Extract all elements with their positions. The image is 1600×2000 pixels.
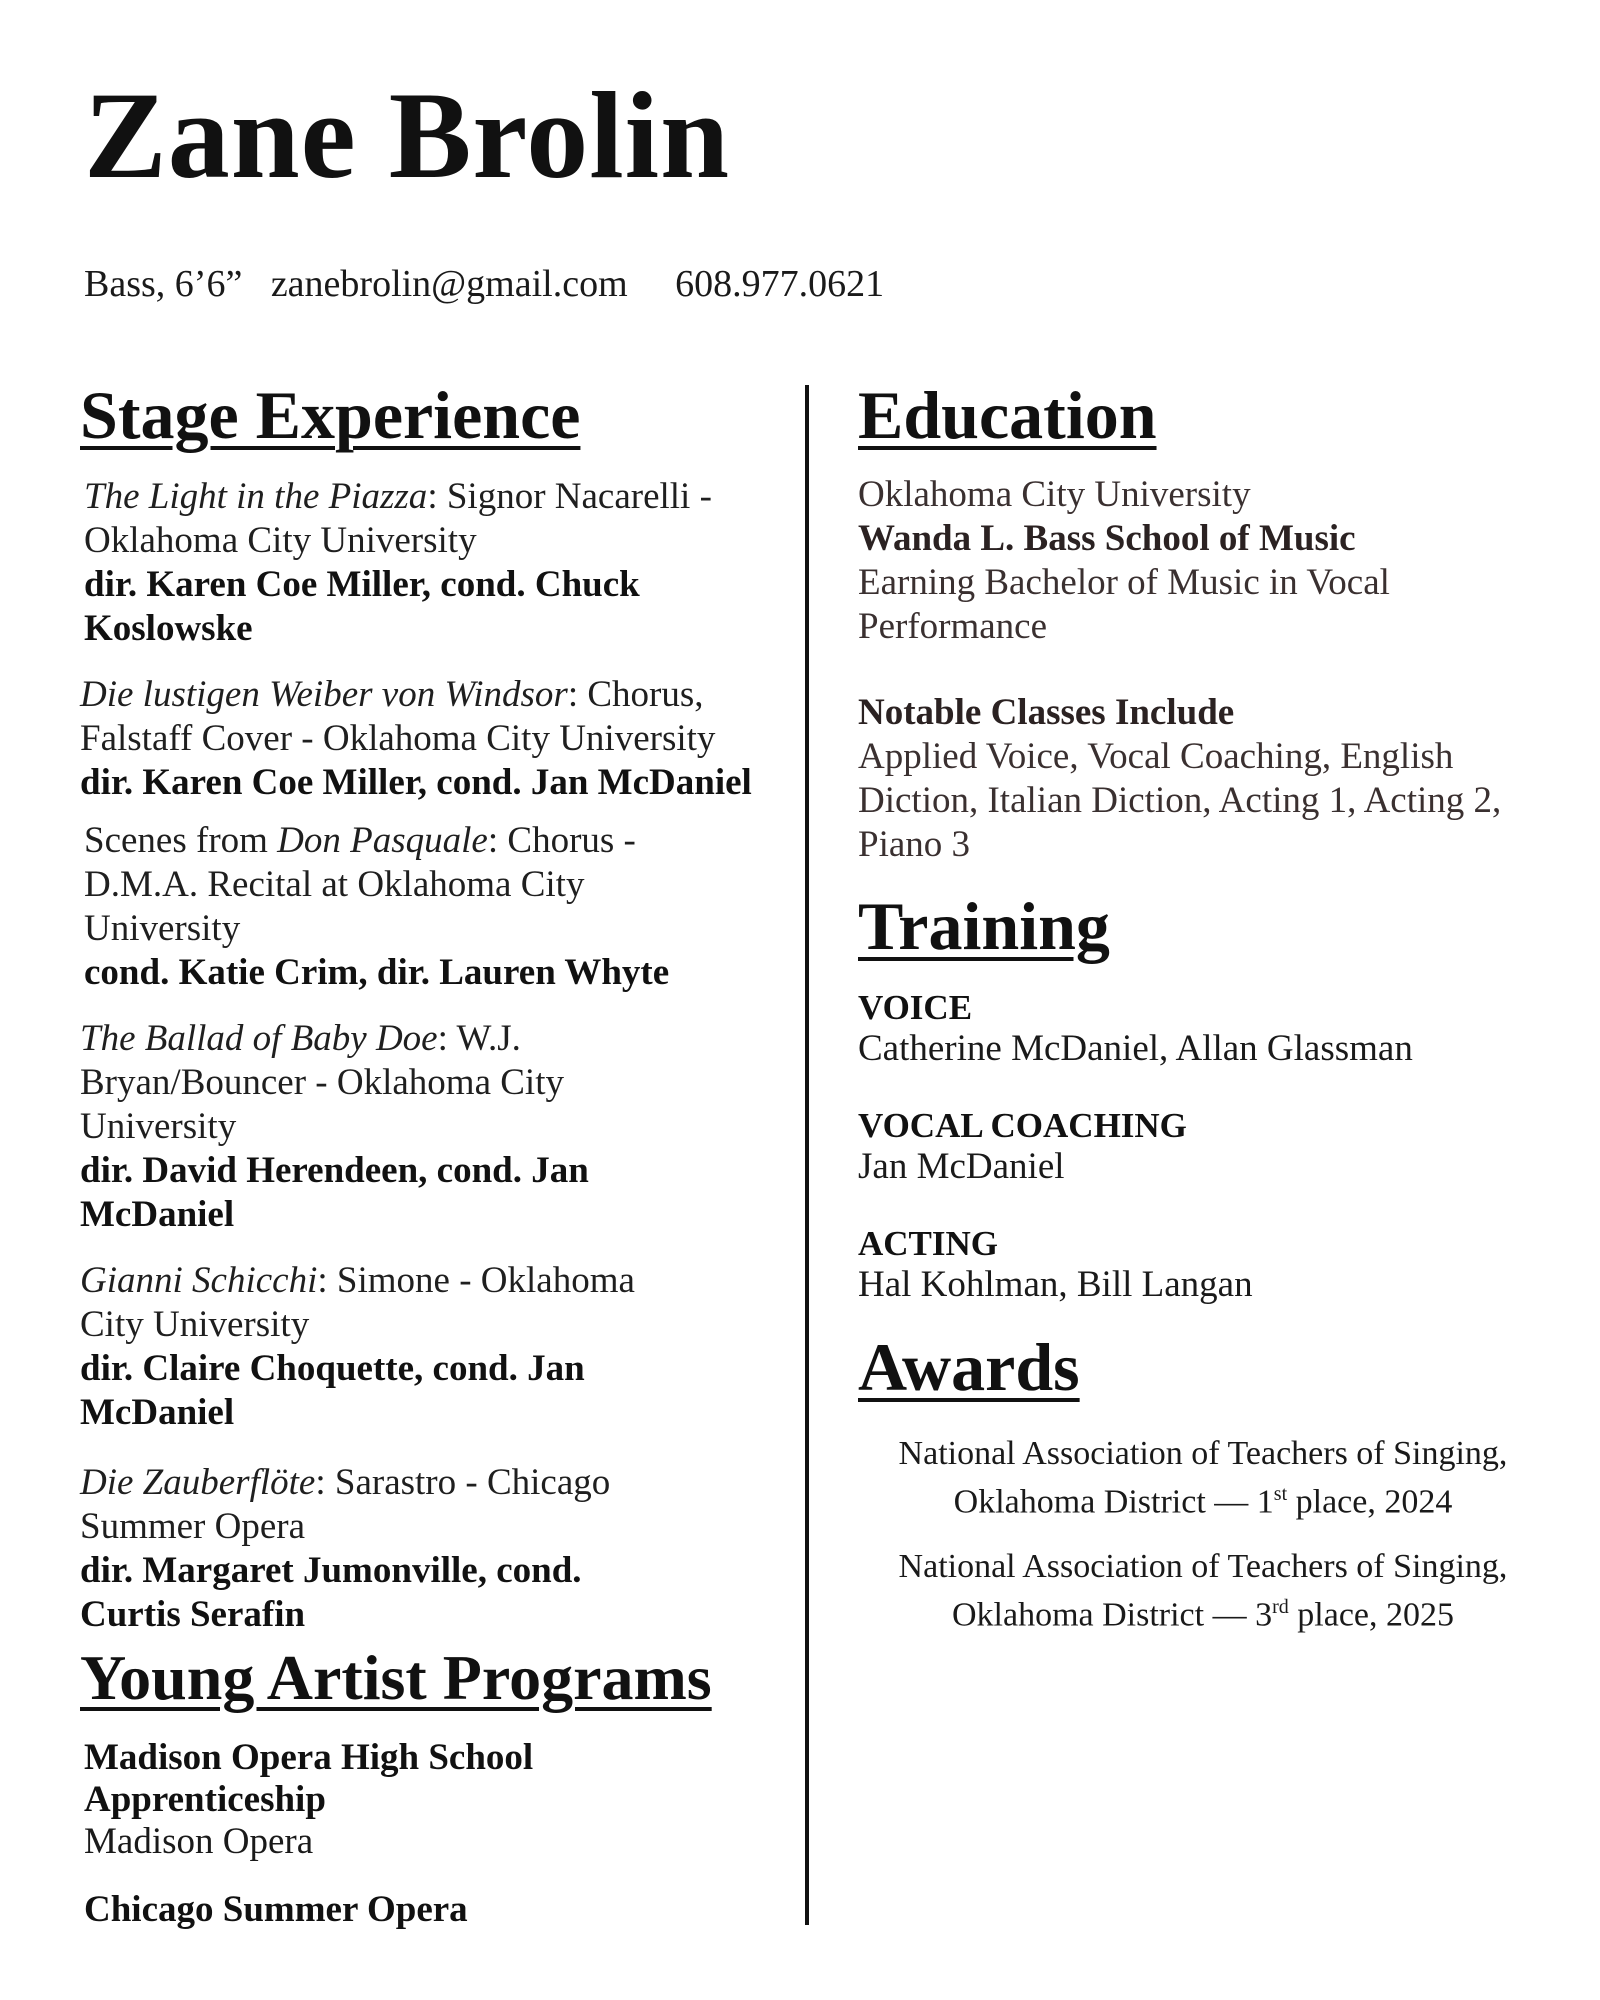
- production-title: Don Pasquale: [277, 819, 488, 861]
- yap-title: Chicago Summer Opera: [84, 1889, 468, 1931]
- education-block: [858, 473, 1548, 649]
- award-item: National Association of Teachers of Singing, Oklahoma District — 3rd place, 2025: [898, 1547, 1508, 1634]
- production-title: Die lustigen Weiber von Windsor: [80, 673, 568, 715]
- stage-entry-role: Scenes from Don Pasquale: Chorus - D.M.A. Recital at Oklahoma City University: [84, 819, 636, 949]
- yap-title: Madison Opera High School Apprenticeship: [84, 1737, 534, 1821]
- degree: Earning Bachelor of Music in Vocal Performance: [858, 561, 1390, 647]
- left-column: [80, 378, 800, 1931]
- voice-height: Bass, 6’6”: [84, 263, 243, 305]
- yap-org: Madison Opera: [84, 1821, 314, 1863]
- training-value: Jan McDaniel: [858, 1145, 1065, 1187]
- stage-entry: [80, 1259, 680, 1435]
- training-item: [858, 988, 1548, 1070]
- yap-item: [80, 1889, 800, 1931]
- training-value: Hal Kohlman, Bill Langan: [858, 1263, 1253, 1305]
- stage-experience-heading: Stage Experience: [80, 377, 581, 453]
- classes-list: Applied Voice, Vocal Coaching, English Diction, Italian Diction, Acting 1, Acting 2, Piano 3: [858, 735, 1502, 865]
- classes-heading: Notable Classes Include: [858, 691, 1235, 733]
- production-title: The Light in the Piazza: [84, 475, 428, 517]
- training-item: [858, 1224, 1548, 1306]
- education-heading: Education: [858, 377, 1157, 453]
- stage-entry-role: Gianni Schicchi: Simone - Oklahoma City University: [80, 1259, 635, 1345]
- training-label: VOICE: [858, 987, 973, 1027]
- resume-name: Zane Brolin: [84, 67, 731, 204]
- production-title: Gianni Schicchi: [80, 1259, 318, 1301]
- production-title: The Ballad of Baby Doe: [80, 1017, 438, 1059]
- training-heading: Training: [858, 887, 1110, 964]
- award-item: National Association of Teachers of Singing, Oklahoma District — 1st place, 2024: [898, 1435, 1508, 1521]
- stage-entry-role: The Light in the Piazza: Signor Nacarelli - Oklahoma City University: [84, 475, 712, 561]
- production-title: Die Zauberflöte: [80, 1461, 316, 1503]
- phone: 608.977.0621: [675, 263, 885, 305]
- training-label: ACTING: [858, 1223, 999, 1263]
- stage-entry-credits: dir. Karen Coe Miller, cond. Jan McDaniel: [80, 761, 752, 803]
- stage-entry: [80, 1461, 680, 1637]
- stage-entry: [80, 673, 800, 805]
- young-artist-heading: Young Artist Programs: [80, 1641, 712, 1713]
- awards-heading: Awards: [858, 1328, 1080, 1405]
- stage-entry-credits: dir. David Herendeen, cond. Jan McDaniel: [80, 1149, 589, 1235]
- notable-classes: [858, 691, 1548, 867]
- right-column: [858, 378, 1548, 1635]
- training-label: VOCAL COACHING: [858, 1105, 1187, 1145]
- music-school-name: Wanda L. Bass School of Music: [858, 517, 1356, 559]
- yap-item: [80, 1737, 644, 1863]
- stage-entry-role: Die Zauberflöte: Sarastro - Chicago Summer Opera: [80, 1461, 611, 1547]
- contact-line: [84, 262, 884, 306]
- stage-entry-credits: dir. Claire Choquette, cond. Jan McDaniel: [80, 1347, 585, 1433]
- stage-entry: [80, 1017, 680, 1237]
- training-value: Catherine McDaniel, Allan Glassman: [858, 1027, 1413, 1069]
- stage-entry-credits: cond. Katie Crim, dir. Lauren Whyte: [84, 951, 670, 993]
- email: zanebrolin@gmail.com: [270, 263, 628, 305]
- stage-entry-role: The Ballad of Baby Doe: W.J. Bryan/Bouncer - Oklahoma City University: [80, 1017, 564, 1147]
- training-item: [858, 1106, 1548, 1188]
- stage-entry: [80, 475, 800, 651]
- column-divider: [805, 385, 809, 1925]
- stage-entry-credits: dir. Margaret Jumonville, cond. Curtis Serafin: [80, 1549, 582, 1635]
- stage-entry-credits: dir. Karen Coe Miller, cond. Chuck Koslowske: [84, 563, 640, 649]
- stage-entry: [80, 819, 684, 995]
- school-name: Oklahoma City University: [858, 473, 1251, 515]
- stage-entry-role: Die lustigen Weiber von Windsor: Chorus, Falstaff Cover - Oklahoma City University: [80, 673, 716, 759]
